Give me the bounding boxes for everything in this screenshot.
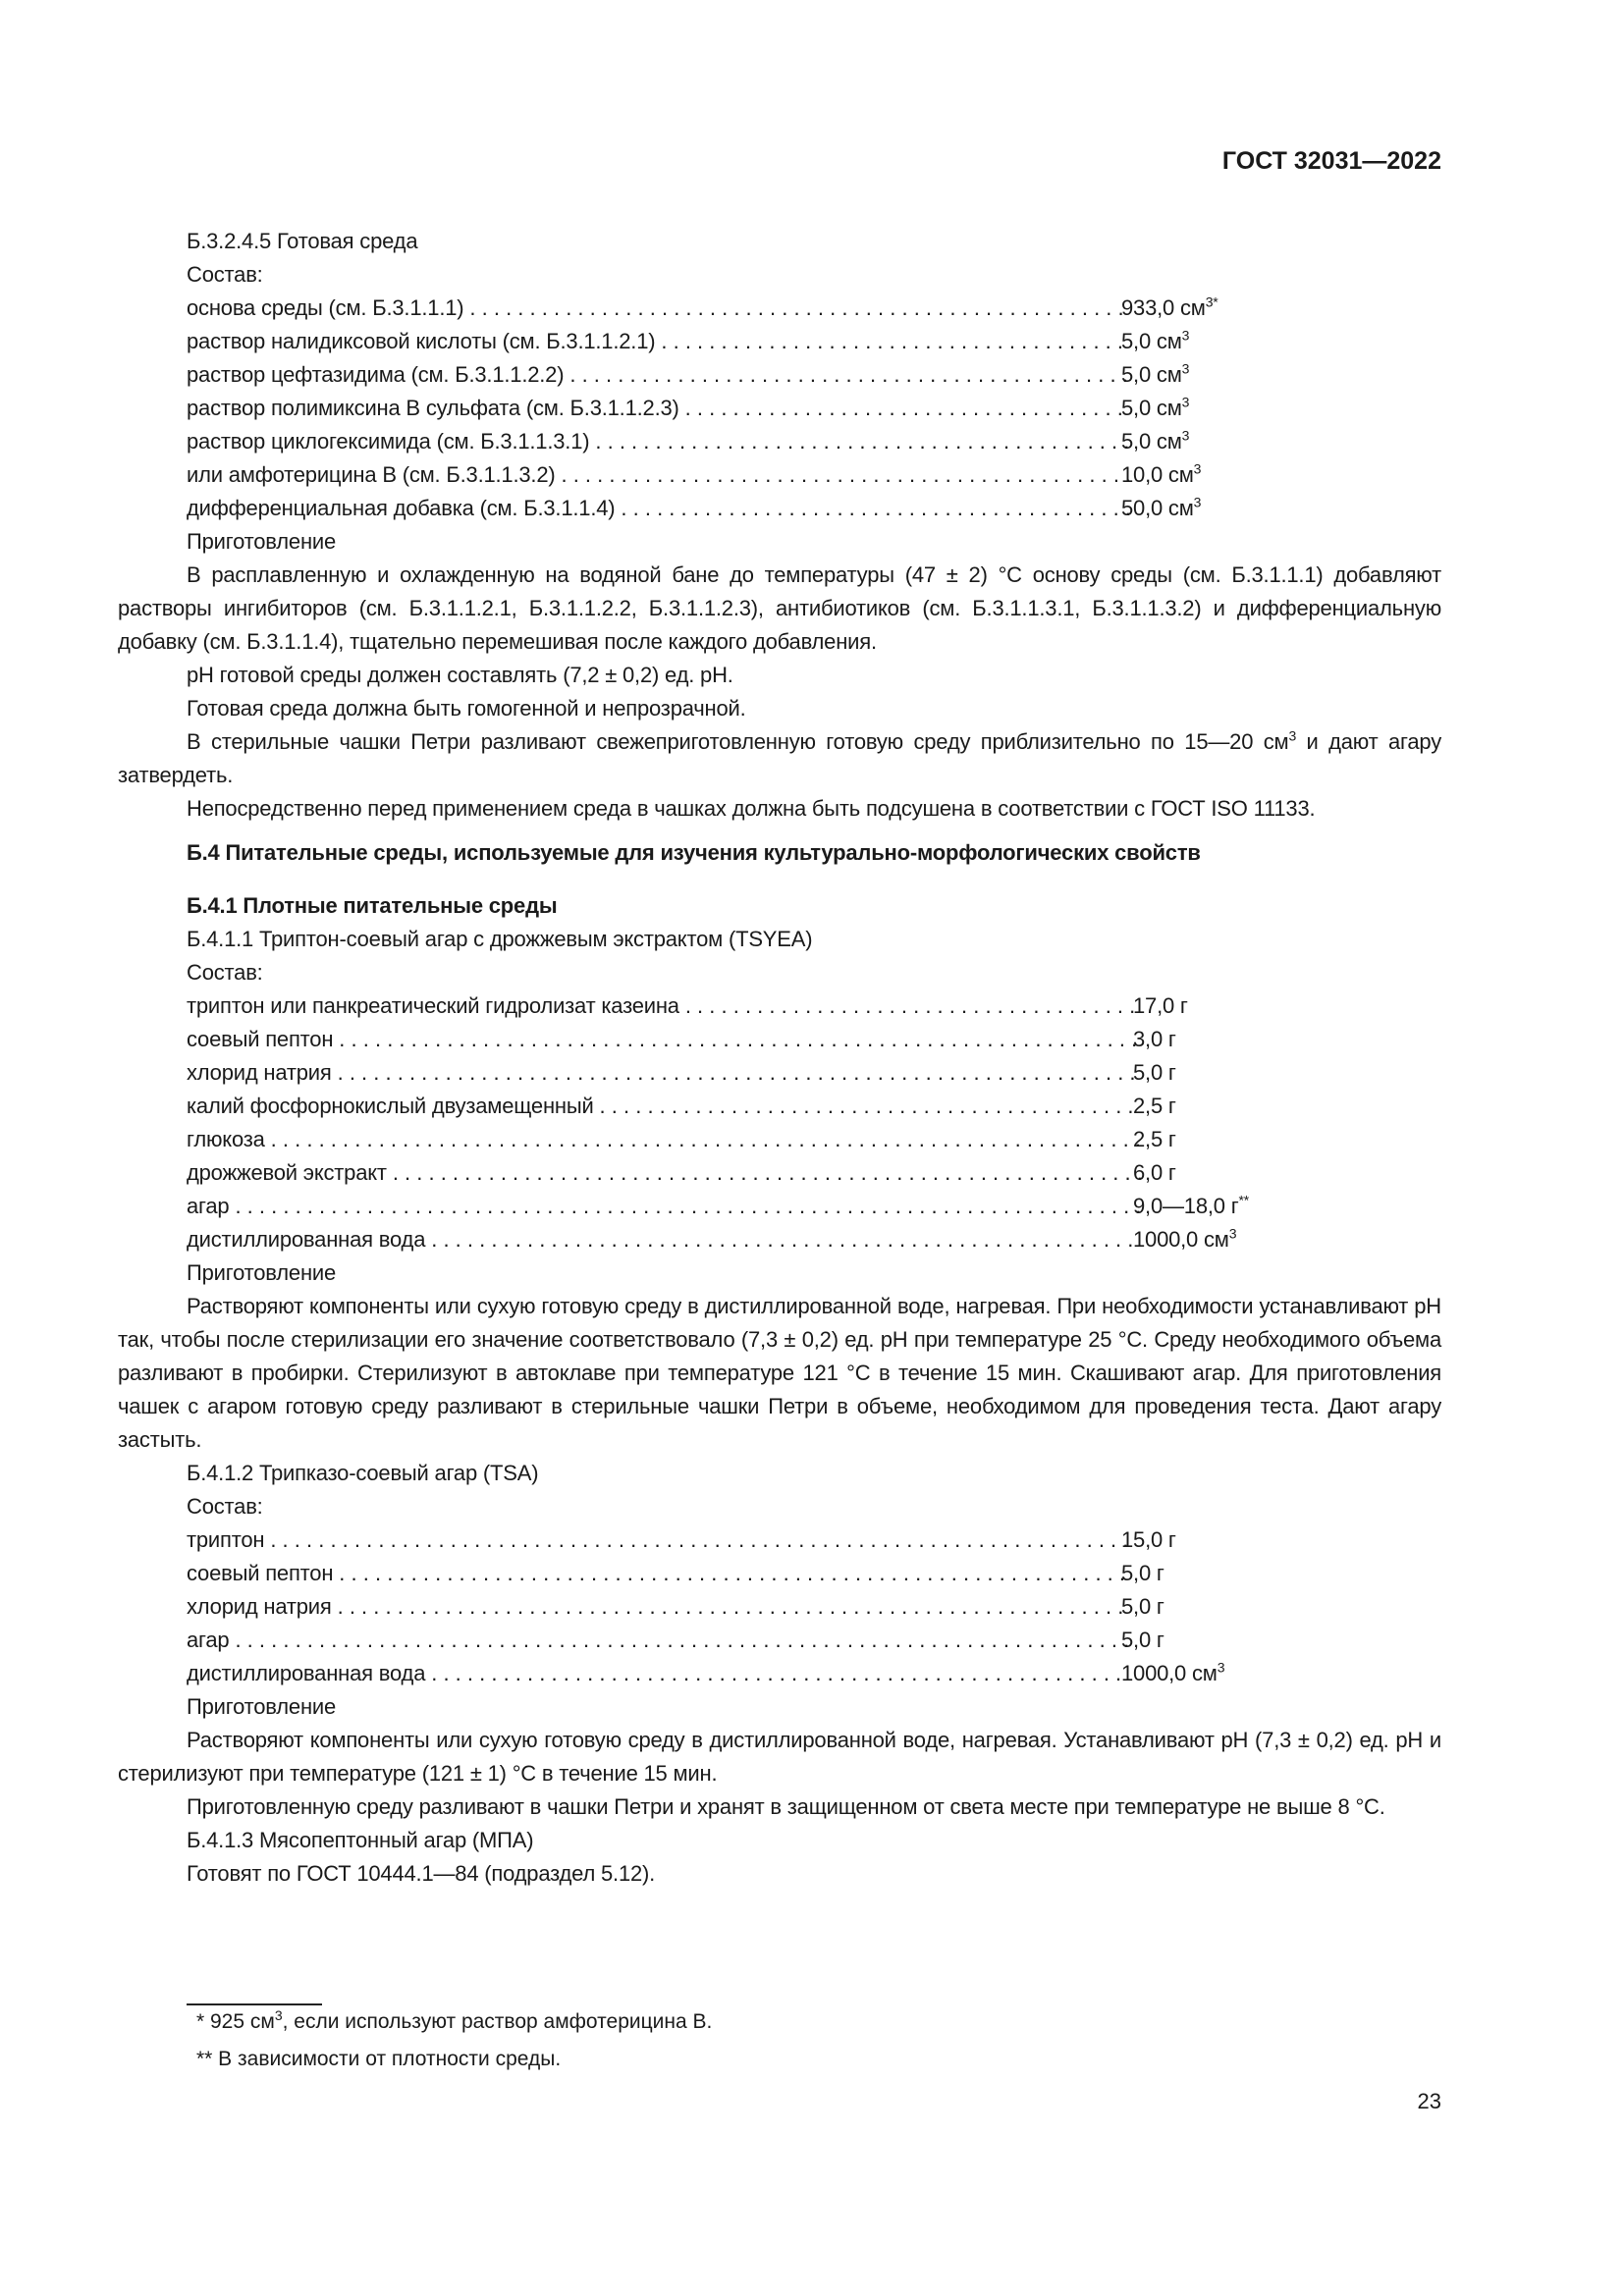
ingredient-amount (1121, 392, 1189, 425)
ingredient-amount (1121, 492, 1201, 525)
superscript: 3 (1181, 427, 1190, 444)
dot-leader (333, 1023, 1141, 1056)
composition-label: Состав: (187, 960, 263, 985)
ingredient-name: агар (187, 1194, 230, 1218)
composition-row (118, 1023, 1176, 1056)
superscript: 3 (1181, 327, 1190, 344)
preparation-label: Приготовление (187, 1260, 337, 1285)
composition-row (118, 458, 1202, 492)
footnote: ** В зависимости от плотности среды. (196, 2048, 562, 2070)
footnote (196, 2007, 713, 2034)
subsection-title: Б.4.1 Плотные питательные среды (187, 893, 558, 918)
composition-row (118, 1123, 1176, 1156)
footnote-separator (187, 2003, 322, 2005)
ingredient-name: раствор налидиксовой кислоты (см. Б.3.1.1.2.1) (187, 329, 656, 353)
superscript: 3 (1288, 727, 1297, 744)
paragraph: Готовая среда должна быть гомогенной и непрозрачной. (187, 696, 746, 721)
amount-text: 6,0 г (1133, 1160, 1176, 1185)
composition-list (118, 292, 1441, 525)
dot-leader (679, 989, 1141, 1023)
dot-leader (555, 458, 1129, 492)
dot-leader (679, 392, 1129, 425)
ingredient-amount (1121, 425, 1189, 458)
ingredient-amount (1133, 989, 1188, 1023)
superscript: 3 (274, 2007, 283, 2023)
ingredient-name: агар (187, 1628, 230, 1652)
ingredient-name: раствор цефтазидима (см. Б.3.1.1.2.2) (187, 362, 565, 387)
composition-row (118, 492, 1202, 525)
ingredient-name: дрожжевой экстракт (187, 1160, 387, 1185)
dot-leader (332, 1590, 1129, 1624)
ingredient-amount (1121, 292, 1218, 325)
paragraph: В расплавленную и охлажденную на водяной бане до температуры (47 ± 2) °С основу среды (см. Б.3.1.1.1) добавляют растворы ингибиторов (см. Б.3.1.1.2.1, Б.3.1.1.2.2, Б.3.1.1.2.3), антибиотиков (см. Б.3.1.1.3.1, Б.3.1.1.3.2) и дифференциальную добавку (см. Б.3.1.1.4), тщательно перемешивая после каждого добавления. (118, 562, 1441, 654)
composition-list (118, 989, 1441, 1256)
amount-text: 10,0 см (1121, 462, 1194, 487)
paragraph: Непосредственно перед применением среда в чашках должна быть подсушена в соответствии с ГОСТ ISO 11133. (187, 796, 1316, 821)
dot-leader (564, 358, 1129, 392)
composition-row (118, 1590, 1164, 1624)
composition-row (118, 325, 1190, 358)
composition-row (118, 1557, 1164, 1590)
ingredient-amount (1121, 1624, 1164, 1657)
dot-leader (332, 1056, 1141, 1090)
paragraph: Растворяют компоненты или сухую готовую среду в дистиллированной воде, нагревая. При необходимости устанавливают pH так, чтобы после стерилизации его значение соответствовало (7,3 ± 0,2) ед. pH при температуре 25 °С. Среду необходимого объема разливают в пробирки. Стерилизуют в автоклаве при температуре 121 °С в течение 15 мин. Скашивают агар. Для приготовления чашек с агаром готовую среду разливают в стерильные чашки Петри в объеме, необходимом для проведения теста. Дают агару застыть. (118, 1294, 1441, 1452)
superscript: 3 (1181, 360, 1190, 377)
dot-leader (229, 1190, 1141, 1223)
amount-text: 933,0 см (1121, 295, 1206, 320)
ingredient-amount (1121, 1590, 1164, 1624)
ingredient-amount (1121, 1557, 1164, 1590)
amount-text: 50,0 см (1121, 496, 1194, 520)
composition-row (118, 292, 1218, 325)
ingredient-name: раствор полимиксина В сульфата (см. Б.3.1.1.2.3) (187, 396, 679, 420)
ingredient-amount (1133, 1023, 1176, 1056)
dot-leader (333, 1557, 1129, 1590)
ingredient-name: хлорид натрия (187, 1060, 332, 1085)
composition-row (118, 1056, 1176, 1090)
ingredient-amount (1133, 1190, 1249, 1223)
superscript: 3 (1181, 394, 1190, 410)
dot-leader (265, 1123, 1141, 1156)
composition-row (118, 1190, 1250, 1223)
amount-text: 1000,0 см (1121, 1661, 1218, 1685)
ingredient-name: дифференциальная добавка (см. Б.3.1.1.4) (187, 496, 616, 520)
medium-title: Б.4.1.3 Мясопептонный агар (МПА) (187, 1828, 534, 1852)
ingredient-amount (1121, 325, 1189, 358)
ingredient-amount (1133, 1223, 1236, 1256)
dot-leader (425, 1657, 1129, 1690)
ingredient-amount (1133, 1056, 1176, 1090)
ingredient-name: дистиллированная вода (187, 1227, 426, 1252)
amount-text: 5,0 г (1121, 1594, 1164, 1619)
section-title: Б.3.2.4.5 Готовая среда (187, 229, 418, 253)
amount-text: 17,0 г (1133, 993, 1188, 1018)
ingredient-name: триптон или панкреатический гидролизат казеина (187, 993, 679, 1018)
composition-label: Состав: (187, 1494, 263, 1519)
superscript: 3 (1193, 494, 1202, 510)
paragraph (118, 725, 1441, 792)
composition-list (118, 1523, 1441, 1690)
amount-text: 2,5 г (1133, 1094, 1176, 1118)
section-title: Б.4 Питательные среды, используемые для изучения культурально-морфологических свойств (187, 840, 1201, 865)
ingredient-name: или амфотерицина В (см. Б.3.1.1.3.2) (187, 462, 556, 487)
amount-text: 5,0 г (1121, 1628, 1164, 1652)
composition-row (118, 425, 1190, 458)
composition-row (118, 392, 1190, 425)
amount-text: 5,0 см (1121, 362, 1182, 387)
amount-text: 2,5 г (1133, 1127, 1176, 1151)
ingredient-name: калий фосфорнокислый двузамещенный (187, 1094, 594, 1118)
superscript: ** (1238, 1192, 1250, 1208)
composition-row (118, 1156, 1176, 1190)
page-number: 23 (1417, 2089, 1441, 2113)
text: и дают агару затвердеть. (118, 729, 1441, 787)
ingredient-name: соевый пептон (187, 1561, 334, 1585)
dot-leader (387, 1156, 1141, 1190)
dot-leader (615, 492, 1129, 525)
superscript: 3 (1228, 1225, 1237, 1242)
composition-row (118, 1624, 1164, 1657)
paragraph: Готовят по ГОСТ 10444.1—84 (подраздел 5.12). (187, 1861, 656, 1886)
amount-text: 9,0—18,0 г (1133, 1194, 1239, 1218)
composition-row (118, 989, 1188, 1023)
paragraph: pH готовой среды должен составлять (7,2 ± 0,2) ед. pH. (187, 663, 733, 687)
dot-leader (589, 425, 1129, 458)
amount-text: 5,0 г (1133, 1060, 1176, 1085)
document-header: ГОСТ 32031—2022 (1221, 147, 1441, 175)
amount-text: 5,0 г (1121, 1561, 1164, 1585)
superscript: 3 (1193, 460, 1202, 477)
ingredient-amount (1121, 1657, 1224, 1690)
text: * 925 см (196, 2010, 275, 2033)
ingredient-amount (1121, 1523, 1176, 1557)
dot-leader (425, 1223, 1141, 1256)
ingredient-name: дистиллированная вода (187, 1661, 426, 1685)
composition-row (118, 1523, 1176, 1557)
composition-row (118, 1090, 1176, 1123)
medium-title: Б.4.1.2 Трипказо-соевый агар (TSA) (187, 1461, 539, 1485)
page-content (118, 225, 1441, 1891)
amount-text: 5,0 см (1121, 429, 1182, 454)
ingredient-amount (1121, 458, 1201, 492)
ingredient-name: глюкоза (187, 1127, 265, 1151)
ingredient-amount (1133, 1156, 1176, 1190)
ingredient-amount (1133, 1090, 1176, 1123)
amount-text: 5,0 см (1121, 329, 1182, 353)
ingredient-amount (1133, 1123, 1176, 1156)
dot-leader (655, 325, 1129, 358)
preparation-label: Приготовление (187, 1694, 337, 1719)
superscript: 3* (1205, 294, 1218, 310)
text: В стерильные чашки Петри разливают свежеприготовленную готовую среду приблизительно по 15—20 см (187, 729, 1289, 754)
dot-leader (229, 1624, 1129, 1657)
ingredient-name: триптон (187, 1527, 265, 1552)
ingredient-name: раствор циклогексимида (см. Б.3.1.1.3.1) (187, 429, 590, 454)
ingredient-amount (1121, 358, 1189, 392)
composition-row (118, 358, 1190, 392)
dot-leader (264, 1523, 1129, 1557)
amount-text: 1000,0 см (1133, 1227, 1229, 1252)
dot-leader (463, 292, 1129, 325)
ingredient-name: основа среды (см. Б.3.1.1.1) (187, 295, 464, 320)
ingredient-name: соевый пептон (187, 1027, 334, 1051)
paragraph: Растворяют компоненты или сухую готовую среду в дистиллированной воде, нагревая. Устанавливают pH (7,3 ± 0,2) ед. pH и стерилизуют при температуре (121 ± 1) °С в течение 15 мин. (118, 1728, 1441, 1786)
composition-label: Состав: (187, 262, 263, 287)
amount-text: 5,0 см (1121, 396, 1182, 420)
paragraph: Приготовленную среду разливают в чашки Петри и хранят в защищенном от света месте при температуре не выше 8 °С. (187, 1794, 1385, 1819)
medium-title: Б.4.1.1 Триптон-соевый агар с дрожжевым экстрактом (TSYEA) (187, 927, 813, 951)
amount-text: 15,0 г (1121, 1527, 1176, 1552)
text: , если используют раствор амфотерицина В. (282, 2010, 713, 2033)
composition-row (118, 1657, 1225, 1690)
ingredient-name: хлорид натрия (187, 1594, 332, 1619)
amount-text: 3,0 г (1133, 1027, 1176, 1051)
superscript: 3 (1217, 1659, 1225, 1676)
composition-row (118, 1223, 1237, 1256)
dot-leader (594, 1090, 1141, 1123)
preparation-label: Приготовление (187, 529, 337, 554)
